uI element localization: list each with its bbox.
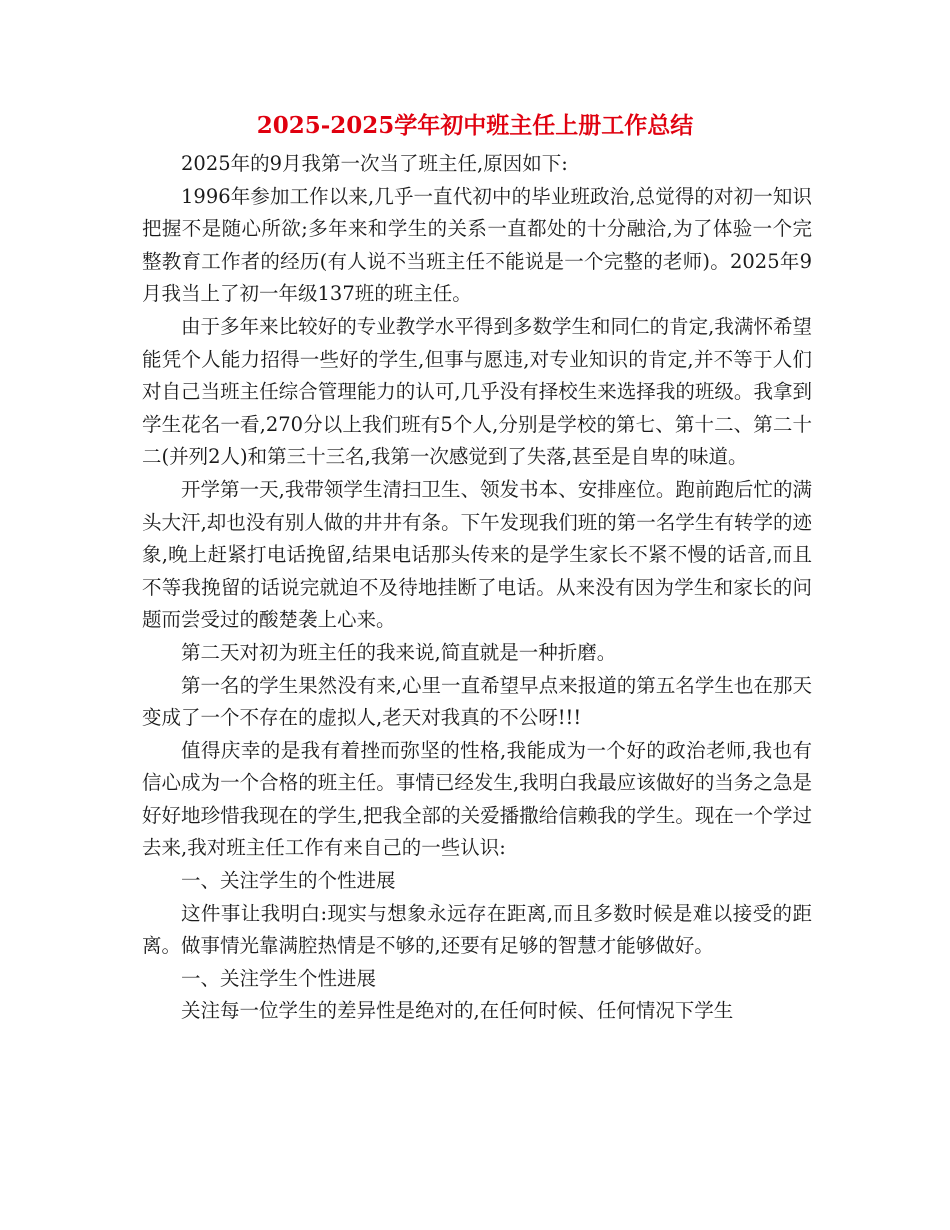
section-heading: 一、关注学生个性进展: [181, 966, 377, 990]
paragraph: 开学第一天,我带领学生清扫卫生、领发书本、安排座位。跑前跑后忙的满头大汗,却也没有别人做的井井有条。下午发现我们班的第一名学生有转学的迹象,晚上赶紧打电话挽留,结果电话那头传来的是学生家长不紧不慢的话音,而且不等我挽留的话说完就迫不及待地挂断了电话。从来没有因为学生和家长的问题而尝受过的酸楚袭上心来。: [142, 477, 812, 632]
paragraph: 由于多年来比较好的专业教学水平得到多数学生和同仁的肯定,我满怀希望能凭个人能力招得一些好的学生,但事与愿违,对专业知识的肯定,并不等于人们对自己当班主任综合管理能力的认可,几乎没有择校生来选择我的班级。我拿到学生花名一看,270分以上我们班有5个人,分别是学校的第七、第十二、第二十二(并列2人)和第三十三名,我第一次感觉到了失落,甚至是自卑的味道。: [142, 314, 812, 469]
paragraph: 这件事让我明白:现实与想象永远存在距离,而且多数时候是难以接受的距离。做事情光靠满腔热情是不够的,还要有足够的智慧才能够做好。: [142, 901, 812, 958]
paragraph: 第一名的学生果然没有来,心里一直希望早点来报道的第五名学生也在那天变成了一个不存在的虚拟人,老天对我真的不公呀!!!: [142, 673, 812, 730]
paragraph: 1996年参加工作以来,几乎一直代初中的毕业班政治,总觉得的对初一知识把握不是随心所欲;多年来和学生的关系一直都处的十分融洽,为了体验一个完整教育工作者的经历(有人说不当班主任不能说是一个完整的老师)。2025年9月我当上了初一年级137班的班主任。: [142, 184, 812, 306]
paragraph: 第二天对初为班主任的我来说,简直就是一种折磨。: [181, 640, 617, 664]
paragraph: 关注每一位学生的差异性是绝对的,在任何时候、任何情况下学生: [181, 999, 734, 1023]
paragraph: 2025年的9月我第一次当了班主任,原因如下:: [181, 152, 568, 175]
section-heading: 一、关注学生的个性进展: [181, 869, 396, 893]
paragraph: 值得庆幸的是我有着挫而弥坚的性格,我能成为一个好的政治老师,我也有信心成为一个合格的班主任。事情已经发生,我明白我最应该做好的当务之急是好好地珍惜我现在的学生,把我全部的关爱播撒给信赖我的学生。现在一个学过去来,我对班主任工作有来自己的一些认识:: [142, 738, 812, 860]
document-body: [142, 148, 812, 1028]
document-title: 2025-2025学年初中班主任上册工作总结: [256, 112, 694, 139]
